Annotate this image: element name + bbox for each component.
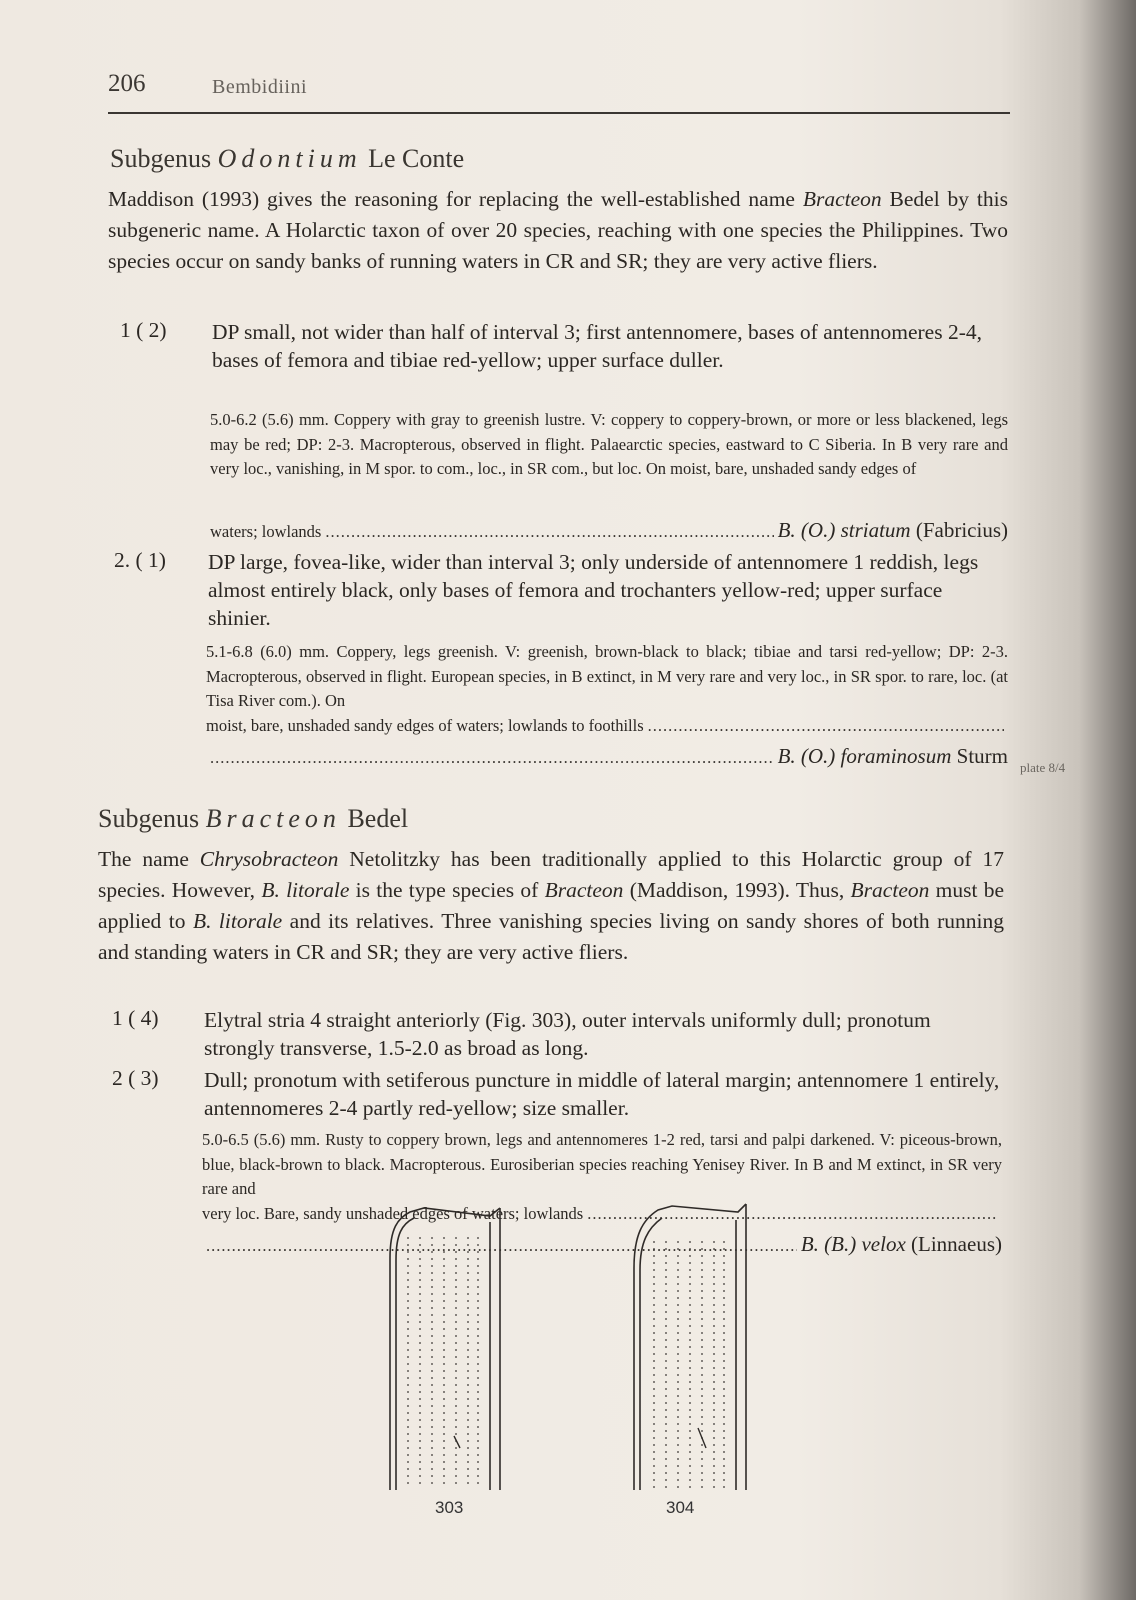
plate-reference: plate 8/4 [1020, 760, 1066, 775]
species-name: B. (B.) velox (Linnaeus) [800, 1232, 1002, 1256]
couplet-number: 2 ( 3) [112, 1066, 159, 1090]
couplet-number: 1 ( 4) [112, 1006, 159, 1030]
couplet-detail: 5.0-6.5 (5.6) mm. Rusty to coppery brown, legs and antennomeres 1-2 red, tarsi and palpi darkened. V: piceous-brown, blue, black-brown to black. Macropterous. Eurosiberian species reaching Yenisey River. In B and M extinct, in SR very rare and [202, 1130, 1002, 1198]
detail-end-line: very loc. Bare, sandy unshaded edges of waters; lowlands ..... [202, 1202, 1002, 1227]
couplet-detail: 5.1-6.8 (6.0) mm. Coppery, legs greenish. V: greenish, brown-black to black; tibiae and tarsi red-yellow; DP: 2-3. Macropterous, observed in flight. European species, in B extinct, in M very rare and very loc., in SR spor. to rare, loc. (at Tisa River com.). On [206, 642, 1008, 710]
species-line [206, 744, 1008, 771]
couplet-detail: 5.0-6.2 (5.6) mm. Coppery with gray to greenish lustre. V: coppery to coppery-brown, or more or less blackened, legs may be red; DP: 2-3. Macropterous, observed in flight. Palaearctic species, eastward to C Siberia. In B very rare and very loc., vanishing, in M spor. to com., loc., in SR com., but loc. On moist, bare, unshaded sandy edges of [210, 410, 1008, 478]
species-line: waters; lowlands ..... B. (O.) striatum (Fabricius) [210, 518, 1008, 545]
figure-label-303: 303 [435, 1498, 464, 1517]
page-header [108, 68, 1010, 114]
elytra-figures [380, 1198, 780, 1498]
couplet-text: Elytral stria 4 straight anteriorly (Fig. 303), outer intervals uniformly dull; pronotum strongly transverse, 1.5-2.0 as broad as long. [204, 1008, 931, 1060]
bracteon-intro: The name Chrysobracteon Netolitzky has been traditionally applied to this Holarctic group of 17 species. However, B. litorale is the type species of Bracteon (Maddison, 1993). Thus, Bracteon must be applied to B. litorale and its relatives. Three vanishing species living on sandy shores of both running and standing waters in CR and SR; they are very active fliers. [98, 847, 1004, 964]
title-genus-name: Bracteon [205, 804, 341, 833]
species-name: B. (O.) foraminosum Sturm [777, 744, 1008, 768]
title-prefix: Subgenus [98, 804, 200, 833]
figure-label-304: 304 [666, 1498, 695, 1517]
odontium-title [110, 144, 464, 174]
title-prefix: Subgenus [110, 144, 212, 173]
couplet-number: 2. ( 1) [114, 548, 166, 572]
species-name: B. (O.) striatum (Fabricius) [777, 518, 1008, 542]
couplet-text: DP large, fovea-like, wider than interval 3; only underside of antennomere 1 reddish, legs almost entirely black, only bases of femora and trochanters yellow-red; upper surface shinier. [208, 550, 979, 630]
elytron-figure-303 [390, 1208, 500, 1490]
bracteon-title [98, 804, 408, 834]
couplet-text: Dull; pronotum with setiferous puncture in middle of lateral margin; antennomere 1 entirely, antennomeres 2-4 partly red-yellow; size smaller. [204, 1068, 1000, 1120]
title-genus-name: Odontium [217, 144, 362, 173]
page-number: 206 [108, 70, 146, 97]
figures [380, 1198, 780, 1528]
title-author: Bedel [347, 804, 409, 833]
couplet-text: DP small, not wider than half of interval 3; first antennomere, bases of antennomeres 2-4, bases of femora and tibiae red-yellow; upper surface duller. [212, 320, 983, 372]
couplet-number: 1 ( 2) [120, 318, 167, 342]
title-author: Le Conte [368, 144, 465, 173]
running-head: Bembidiini [212, 76, 307, 98]
detail-end-line: moist, bare, unshaded sandy edges of waters; lowlands to foothills ..... [206, 714, 1008, 739]
elytron-figure-304 [634, 1204, 746, 1490]
odontium-intro: Maddison (1993) gives the reasoning for replacing the well-established name Bracteon Bedel by this subgeneric name. A Holarctic taxon of over 20 species, reaching with one species the Philippines. Two species occur on sandy banks of running waters in CR and SR; they are very active fliers. [108, 187, 1008, 273]
